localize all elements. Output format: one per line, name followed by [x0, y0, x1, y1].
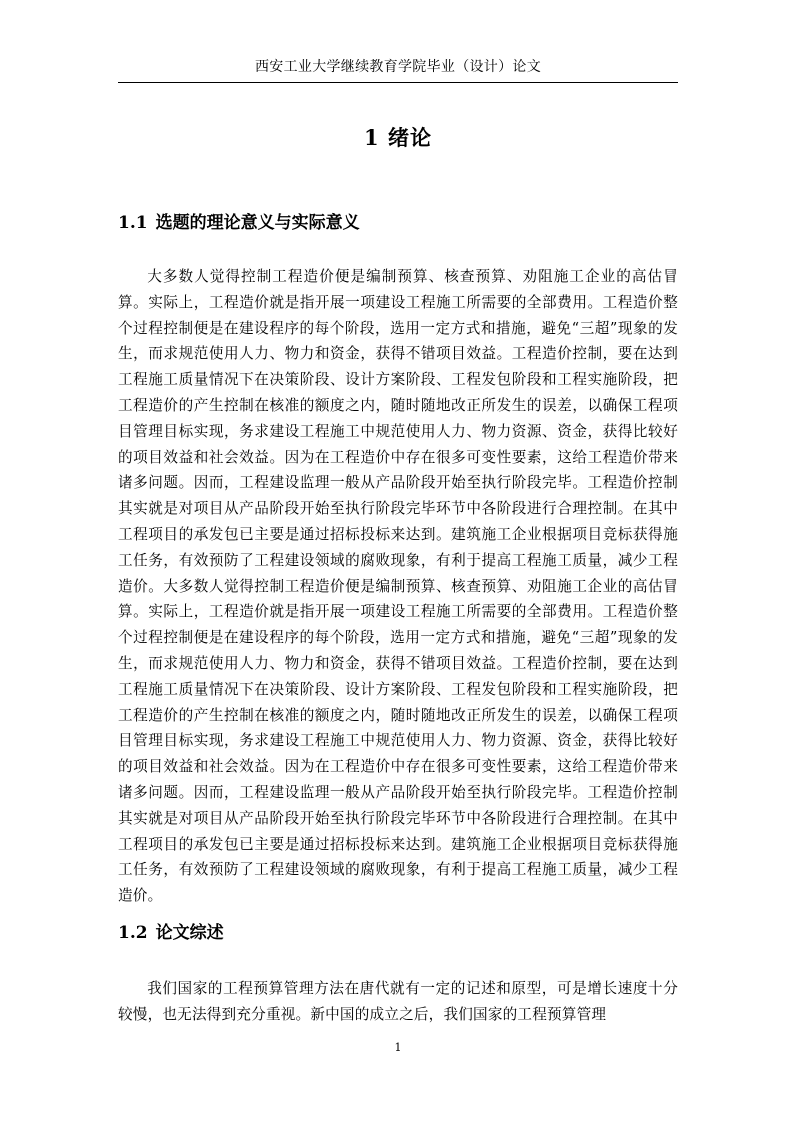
section-1-1-paragraph: 大多数人觉得控制工程造价便是编制预算、核查预算、劝阻施工企业的高估冒算。实际上，工程造价就是指开展一项建设工程施工所需要的全部费用。工程造价整个过程控制便是在建设程序的每个阶段，选用一定方式和措施，避免“三超”现象的发生，而求规范使用人力、物力和资金，获得不错项目效益。工程造价控制，要在达到工程施工质量情况下在决策阶段、设计方案阶段、工程发包阶段和工程实施阶段，把工程造价的产生控制在核准的额度之内，随时随地改正所发生的误差，以确保工程项目管理目标实现，务求建设工程施工中规范使用人力、物力资源、资金，获得比较好的项目效益和社会效益。因为在工程造价中存在很多可变性要素，这给工程造价带来诸多问题。因而，工程建设监理一般从产品阶段开始至执行阶段完毕。工程造价控制其实就是对项目从产品阶段开始至执行阶段完毕环节中各阶段进行合理控制。在其中工程项目的承发包已主要是通过招标投标来达到。建筑施工企业根据项目竞标获得施工任务，有效预防了工程建设领域的腐败现象，有利于提高工程施工质量，减少工程造价。大多数人觉得控制工程造价便是编制预算、核查预算、劝阻施工企业的高估冒算。实际上，工程造价就是指开展一项建设工程施工所需要的全部费用。工程造价整个过程控制便是在建设程序的每个阶段，选用一定方式和措施，避免“三超”现象的发生，而求规范使用人力、物力和资金，获得不错项目效益。工程造价控制，要在达到工程施工质量情况下在决策阶段、设计方案阶段、工程发包阶段和工程实施阶段，把工程造价的产生控制在核准的额度之内，随时随地改正所发生的误差，以确保工程项目管理目标实现，务求建设工程施工中规范使用人力、物力资源、资金，获得比较好的项目效益和社会效益。因为在工程造价中存在很多可变性要素，这给工程造价带来诸多问题。因而，工程建设监理一般从产品阶段开始至执行阶段完毕。工程造价控制其实就是对项目从产品阶段开始至执行阶段完毕环节中各阶段进行合理控制。在其中工程项目的承发包已主要是通过招标投标来达到。建筑施工企业根据项目竞标获得施工任务，有效预防了工程建设领域的腐败现象，有利于提高工程施工质量，减少工程造价。: [118, 268, 678, 905]
section-number: 1.2: [118, 923, 148, 943]
header-rule: [118, 82, 678, 83]
section-title: 选题的理论意义与实际意义: [155, 213, 360, 233]
section-heading-1-1: [118, 211, 678, 235]
chapter-title: 1 绪论: [364, 125, 432, 150]
section-title: 论文综述: [155, 923, 224, 943]
section-1-2-paragraph: 我们国家的工程预算管理方法在唐代就有一定的记述和原型，可是增长速度十分较慢，也无法得到充分重视。新中国的成立之后，我们国家的工程预算管理: [118, 980, 678, 1023]
running-header: 西安工业大学继续教育学院毕业（设计）论文: [255, 59, 541, 75]
section-heading-1-2: [118, 921, 678, 945]
page-number: 1: [394, 1041, 402, 1054]
section-number: 1.1: [118, 213, 148, 233]
